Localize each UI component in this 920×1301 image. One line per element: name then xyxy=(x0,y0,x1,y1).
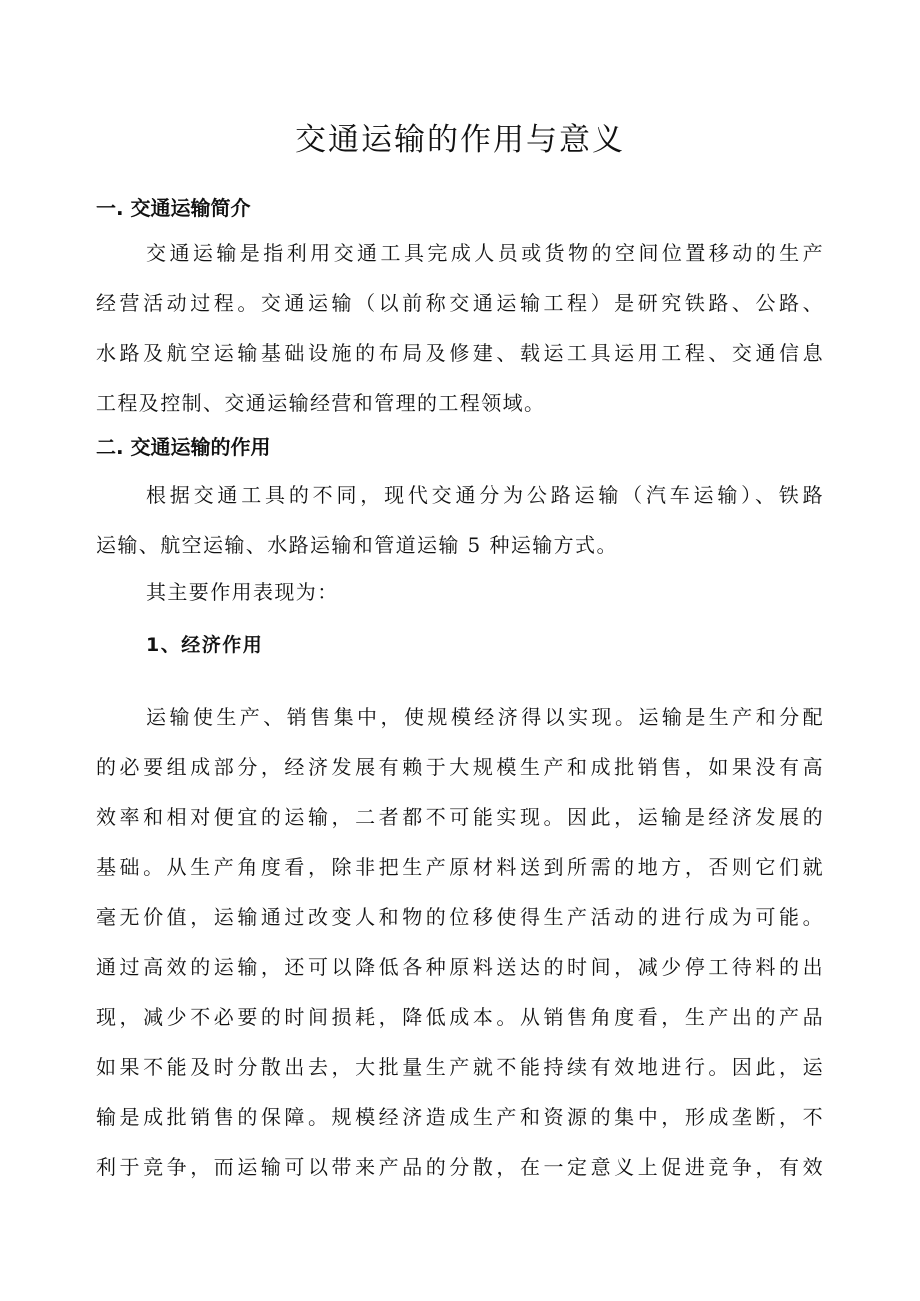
paragraph-line: 输是成批销售的保障。规模经济造成生产和资源的集中，形成垄断，不 xyxy=(96,1105,824,1129)
paragraph-line: 的必要组成部分，经济发展有赖于大规模生产和成批销售，如果没有高 xyxy=(96,755,824,779)
paragraph-line: 毫无价值，运输通过改变人和物的位移使得生产活动的进行成为可能。 xyxy=(96,905,824,929)
paragraph-line: 运输使生产、销售集中，使规模经济得以实现。运输是生产和分配 xyxy=(146,705,824,729)
paragraph-line: 利于竞争，而运输可以带来产品的分散，在一定意义上促进竞争，有效 xyxy=(96,1155,824,1179)
section-heading-role: 二. 交通运输的作用 xyxy=(96,435,271,459)
section-intro-paragraph xyxy=(96,228,824,428)
paragraph-line: 如果不能及时分散出去，大批量生产就不能持续有效地进行。因此，运 xyxy=(96,1055,824,1079)
section-role-paragraph xyxy=(96,470,824,570)
paragraph-line: 运输、航空运输、水路运输和管道运输 5 种运输方式。 xyxy=(96,533,618,557)
paragraph-line: 效率和相对便宜的运输，二者都不可能实现。因此，运输是经济发展的 xyxy=(96,805,824,829)
paragraph-line: 通过高效的运输，还可以降低各种原料送达的时间，减少停工待料的出 xyxy=(96,955,824,979)
paragraph-line: 交通运输是指利用交通工具完成人员或货物的空间位置移动的生产 xyxy=(146,241,824,265)
economic-role-paragraph xyxy=(96,692,824,1192)
paragraph-line: 基础。从生产角度看，除非把生产原材料送到所需的地方，否则它们就 xyxy=(96,855,824,879)
paragraph-line: 根据交通工具的不同，现代交通分为公路运输（汽车运输）、铁路 xyxy=(146,483,824,507)
paragraph-line: 水路及航空运输基础设施的布局及修建、载运工具运用工程、交通信息 xyxy=(96,341,824,365)
paragraph-line: 经营活动过程。交通运输（以前称交通运输工程）是研究铁路、公路、 xyxy=(96,291,824,315)
paragraph-line: 工程及控制、交通运输经营和管理的工程领域。 xyxy=(96,391,546,415)
role-intro-text: 其主要作用表现为： xyxy=(146,580,339,604)
section-heading-intro: 一. 交通运输简介 xyxy=(96,196,251,220)
paragraph-line: 现，减少不必要的时间损耗，降低成本。从销售角度看，生产出的产品 xyxy=(96,1005,824,1029)
document-title: 交通运输的作用与意义 xyxy=(295,122,625,158)
subheading-economic-role: 1、经济作用 xyxy=(146,634,264,656)
